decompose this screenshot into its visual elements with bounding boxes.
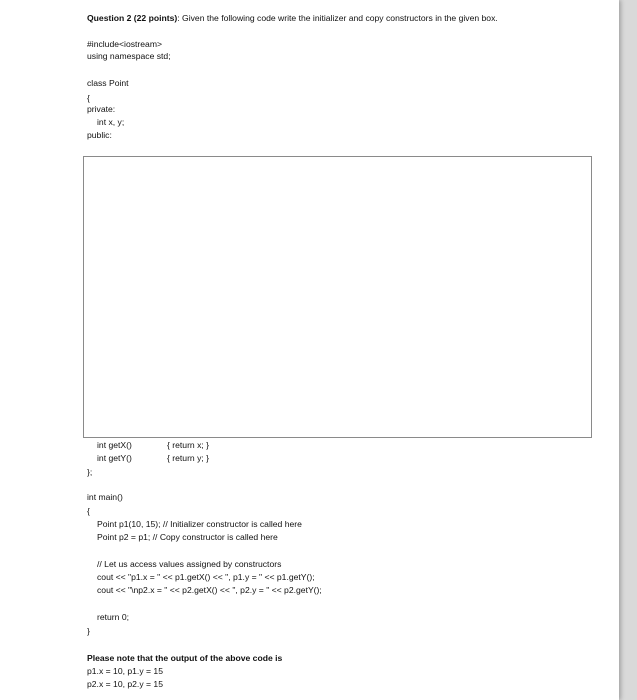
output-line-2: p2.x = 10, p2.y = 15: [87, 679, 163, 689]
code-cout-1: cout << "p1.x = " << p1.getX() << ", p1.y = " << p1.getY();: [97, 572, 315, 582]
code-gety-signature: int getY(): [97, 453, 132, 463]
code-open-brace: {: [87, 93, 90, 103]
code-p1-line: Point p1(10, 15); // Initializer constructor is called here: [97, 519, 302, 529]
code-namespace: using namespace std;: [87, 51, 171, 61]
code-p2-line: Point p2 = p1; // Copy constructor is called here: [97, 532, 278, 542]
code-main-close: }: [87, 626, 90, 636]
question-prompt: : Given the following code write the initializer and copy constructors in the given box.: [177, 13, 498, 23]
code-private-label: private:: [87, 104, 116, 114]
code-public-label: public:: [87, 130, 112, 140]
code-main-signature: int main(): [87, 492, 123, 502]
code-cout-2: cout << "\np2.x = " << p2.getX() << ", p2.y = " << p2.getY();: [97, 585, 322, 595]
code-return-line: return 0;: [97, 612, 130, 622]
code-getx-signature: int getX(): [97, 440, 132, 450]
code-getx-body: { return x; }: [167, 440, 210, 450]
code-main-open: {: [87, 506, 90, 516]
code-fields: int x, y;: [97, 117, 125, 127]
output-line-1: p1.x = 10, p1.y = 15: [87, 666, 163, 676]
code-class-end: };: [87, 467, 93, 477]
output-note-heading: Please note that the output of the above code is: [87, 653, 283, 663]
code-comment-line: // Let us access values assigned by constructors: [97, 559, 282, 569]
answer-box[interactable]: [83, 156, 592, 438]
question-heading: [87, 13, 498, 24]
code-include: #include<iostream>: [87, 39, 163, 49]
code-gety-body: { return y; }: [167, 453, 210, 463]
question-label: Question 2 (22 points): [87, 13, 178, 23]
code-class-decl: class Point: [87, 78, 129, 88]
